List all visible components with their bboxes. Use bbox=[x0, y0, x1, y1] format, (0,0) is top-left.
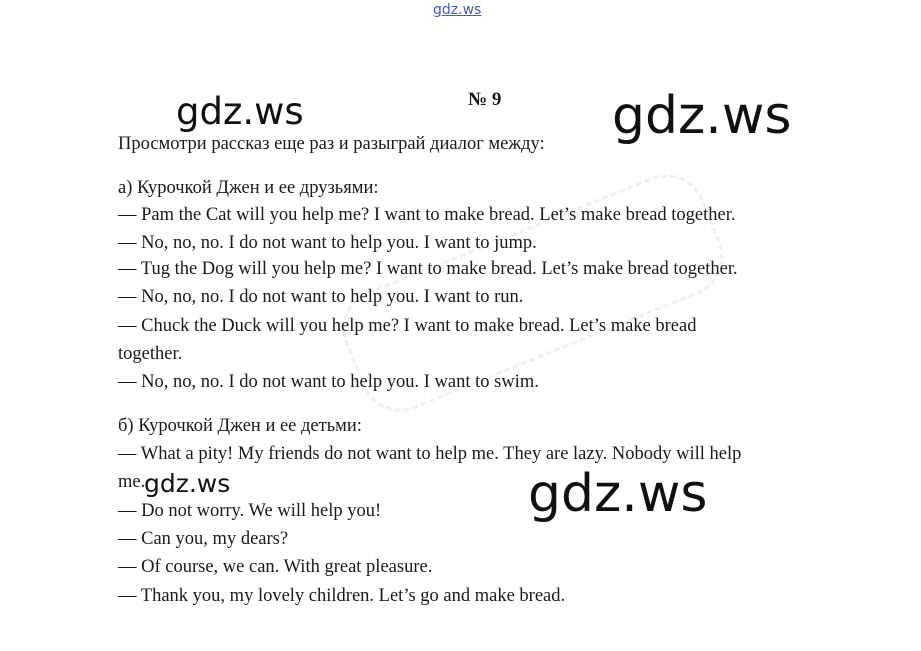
dialogue-line: — Pam the Cat will you help me? I want to make bread. Let’s make bread together. bbox=[118, 205, 736, 225]
exercise-number: № 9 bbox=[468, 89, 502, 110]
dialogue-line: me. bbox=[118, 472, 146, 492]
watermark: gdz.ws bbox=[612, 86, 792, 146]
section-a-heading: а) Курочкой Джен и ее друзьями: bbox=[118, 178, 379, 198]
dialogue-line: — Of course, we can. With great pleasure. bbox=[118, 557, 433, 577]
instruction-text: Просмотри рассказ еще раз и разыграй диалог между: bbox=[118, 134, 545, 154]
dialogue-line: — What a pity! My friends do not want to help me. They are lazy. Nobody will help bbox=[118, 444, 742, 464]
watermark-top-link[interactable]: gdz.ws bbox=[433, 2, 482, 18]
watermark: gdz.ws bbox=[528, 464, 708, 524]
watermark: gdz.ws bbox=[176, 90, 304, 133]
dialogue-line: — No, no, no. I do not want to help you. I want to run. bbox=[118, 287, 524, 307]
dialogue-line: — Tug the Dog will you help me? I want to make bread. Let’s make bread together. bbox=[118, 259, 738, 279]
dialogue-line: — No, no, no. I do not want to help you. I want to swim. bbox=[118, 372, 539, 392]
dialogue-line: — Thank you, my lovely children. Let’s go and make bread. bbox=[118, 586, 566, 606]
watermark: gdz.ws bbox=[144, 469, 231, 498]
section-b-heading: б) Курочкой Джен и ее детьми: bbox=[118, 416, 362, 436]
dialogue-line: together. bbox=[118, 344, 183, 364]
dialogue-line: — No, no, no. I do not want to help you. I want to jump. bbox=[118, 233, 537, 253]
dialogue-line: — Chuck the Duck will you help me? I want to make bread. Let’s make bread bbox=[118, 316, 697, 336]
dialogue-line: — Can you, my dears? bbox=[118, 529, 289, 549]
dialogue-line: — Do not worry. We will help you! bbox=[118, 501, 382, 521]
